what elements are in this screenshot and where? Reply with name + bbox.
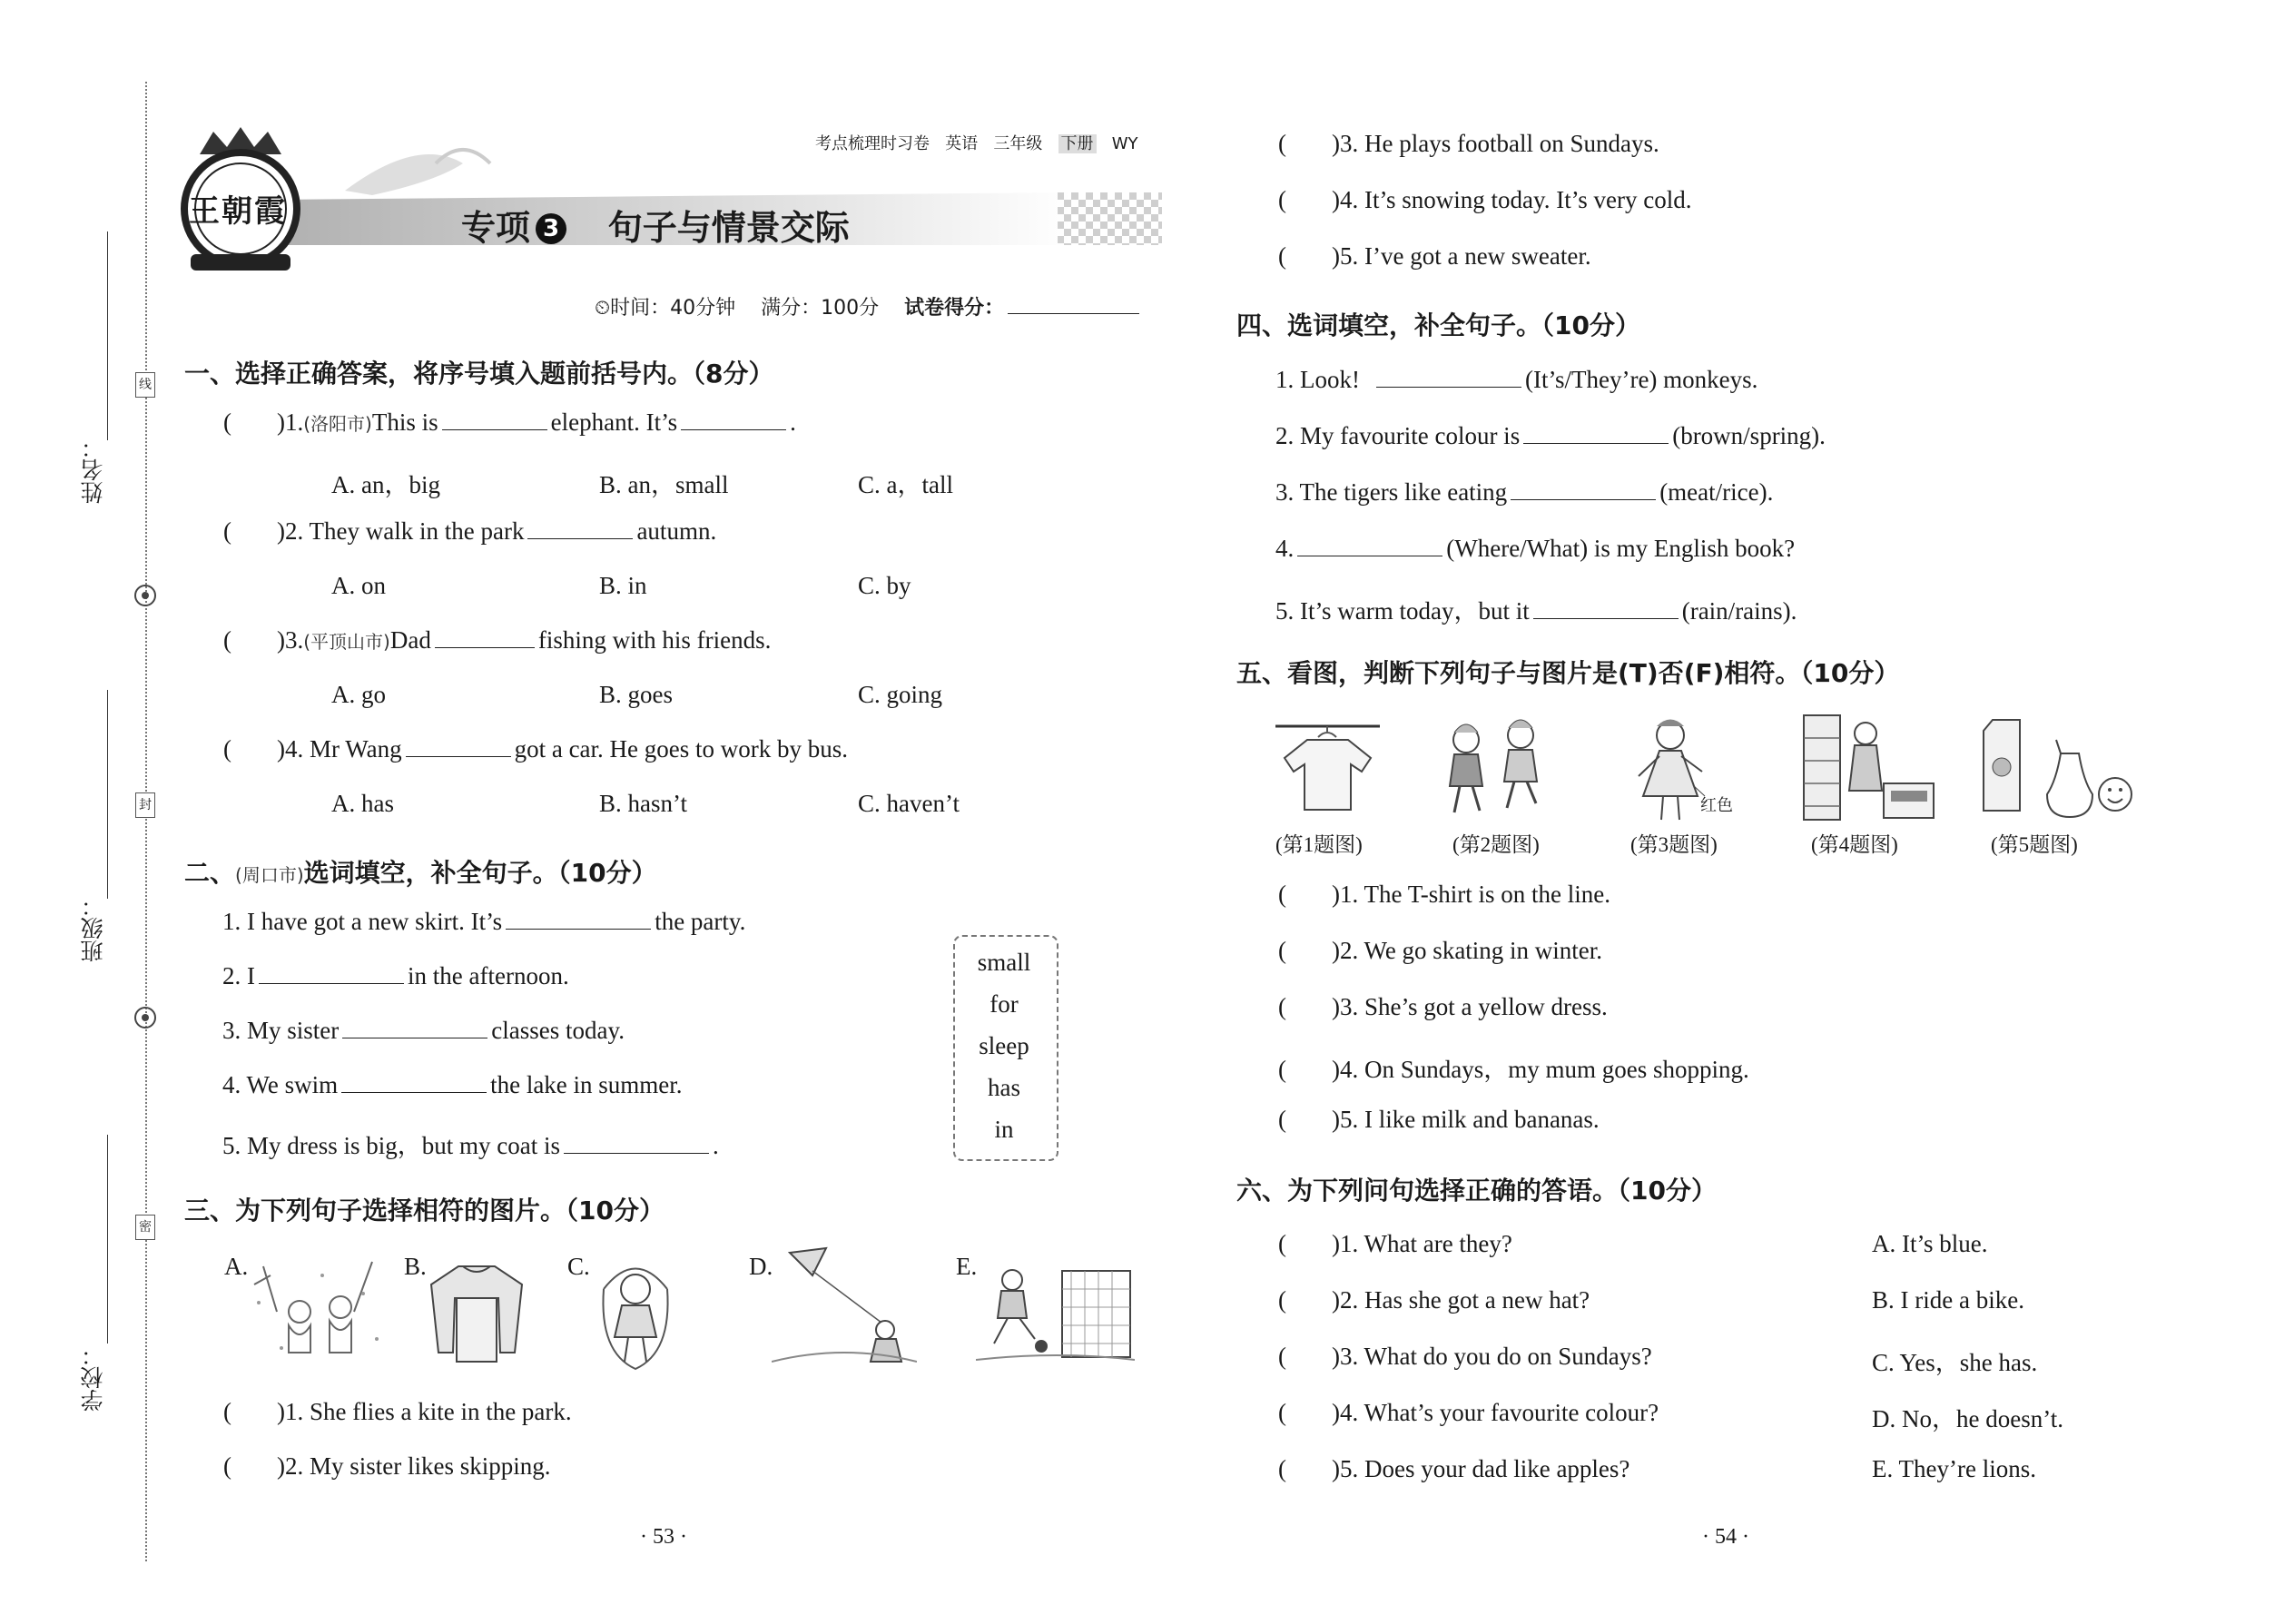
title-prefix: 专项 <box>461 208 531 248</box>
picture-c-skipping-girl <box>590 1253 681 1375</box>
answer-paren[interactable]: ( <box>1278 1056 1286 1083</box>
city-tag: (周口市) <box>235 864 304 886</box>
part5-heading: 五、看图，判断下列句子与图片是(T)否(F)相符。（10分） <box>1236 658 1900 688</box>
word-box-item: sleep <box>979 1032 1029 1059</box>
full-score: 满分：100分 <box>761 297 880 320</box>
answer-paren[interactable]: ( <box>1278 242 1286 270</box>
answer-paren[interactable]: ( <box>1278 1343 1286 1370</box>
p5-q4: ( )4. On Sundays，my mum goes shopping. <box>1278 1056 1749 1083</box>
score-label: 试卷得分： <box>904 297 1005 320</box>
header-info <box>815 131 1137 154</box>
p3-q5: ( )5. I’ve got a new sweater. <box>1278 242 1591 270</box>
city-tag: (洛阳市) <box>303 413 372 435</box>
p2-q1: 1. I have got a new skirt. It’s the party. <box>222 908 746 935</box>
p4-q4: 4. (Where/What) is my English book? <box>1275 535 1796 562</box>
p2-q5: 5. My dress is big，but my coat is . <box>222 1132 719 1159</box>
exam-time: 时间：40分钟 <box>610 297 736 320</box>
p4-q5: 5. It’s warm today，but it (rain/rains). <box>1275 597 1797 625</box>
blank[interactable] <box>1523 425 1669 444</box>
p1-q1-option-a: A. an，big <box>331 471 440 498</box>
p1-q2-option-a: A. on <box>331 572 386 599</box>
pic-label-b: B. <box>404 1253 427 1280</box>
p2-q4: 4. We swim the lake in summer. <box>222 1071 683 1098</box>
binding-solid-line-1 <box>107 231 108 440</box>
p6-question: ( )2. Has she got a new hat? <box>1278 1286 1590 1314</box>
part5-pic2-skating <box>1434 713 1552 826</box>
answer-paren[interactable]: ( <box>1278 1399 1286 1426</box>
pic-label-c: C. <box>567 1253 590 1280</box>
answer-paren[interactable]: ( <box>223 517 231 545</box>
p3-q3: ( )3. He plays football on Sundays. <box>1278 130 1659 157</box>
pic3-caption: (第3题图) <box>1630 833 1718 856</box>
p1-q1: ( )1.(洛阳市)This is elephant. It’s . <box>223 408 796 436</box>
answer-paren[interactable]: ( <box>1278 993 1286 1020</box>
binding-solid-line-3 <box>107 1135 108 1343</box>
subject: 英语 <box>945 134 979 153</box>
p1-q3-option-c: C. going <box>858 681 943 708</box>
blank[interactable] <box>259 965 404 984</box>
word-box-item: for <box>989 990 1019 1018</box>
p1-q2-option-c: C. by <box>858 572 911 599</box>
p6-question: ( )1. What are they? <box>1278 1230 1512 1257</box>
class-label: 班级： <box>80 894 106 962</box>
p6-answer-e: E. They’re lions. <box>1872 1455 2036 1482</box>
binding-ornament-2 <box>131 1003 160 1032</box>
page-number-left: · 53 · <box>640 1525 687 1549</box>
p6-question: ( )3. What do you do on Sundays? <box>1278 1343 1652 1370</box>
part1-heading: 一、选择正确答案，将序号填入题前括号内。（8分） <box>184 359 774 389</box>
blank[interactable] <box>564 1135 709 1154</box>
word-box-item: has <box>988 1074 1020 1101</box>
blank[interactable] <box>1533 600 1679 619</box>
p5-q3: ( )3. She’s got a yellow dress. <box>1278 993 1608 1020</box>
answer-paren[interactable]: ( <box>223 626 231 654</box>
part5-pic5-milk-pear <box>1979 717 2142 826</box>
picture-d-kite <box>772 1244 917 1371</box>
p6-answer-c: C. Yes，she has. <box>1872 1349 2038 1376</box>
blank[interactable] <box>1297 537 1442 556</box>
answer-paren[interactable]: ( <box>223 1398 231 1425</box>
binding-mark-mi: 密 <box>135 1215 155 1240</box>
exam-meta <box>595 292 1143 320</box>
p4-q3: 3. The tigers like eating (meat/rice). <box>1275 478 1774 506</box>
edition: WY <box>1111 134 1138 153</box>
city-tag: (平顶山市) <box>303 631 390 653</box>
name-label: 姓名： <box>80 436 106 504</box>
page-title <box>461 200 850 250</box>
blank[interactable] <box>506 910 651 930</box>
p6-answer-b: B. I ride a bike. <box>1872 1286 2024 1314</box>
p1-q4-option-a: A. has <box>331 790 394 817</box>
answer-paren[interactable]: ( <box>1278 1106 1286 1133</box>
part5-pic1-tshirt <box>1275 717 1380 822</box>
part3-heading: 三、为下列句子选择相符的图片。（10分） <box>184 1196 665 1225</box>
answer-paren[interactable]: ( <box>1278 1230 1286 1257</box>
blank[interactable] <box>406 738 511 757</box>
picture-e-football <box>976 1253 1135 1371</box>
p4-q1: 1. Look! (It’s/They’re) monkeys. <box>1275 366 1758 393</box>
blank[interactable] <box>527 520 633 539</box>
binding-dotted-line <box>145 82 147 1561</box>
pic3-color-word: 红色 <box>1700 796 1733 815</box>
p1-q3-option-a: A. go <box>331 681 386 708</box>
p6-answer-d: D. No，he doesn’t. <box>1872 1405 2063 1432</box>
grade: 三年级 <box>993 134 1043 153</box>
pic-label-a: A. <box>224 1253 249 1280</box>
answer-paren[interactable]: ( <box>1278 130 1286 157</box>
title-text: 句子与情景交际 <box>607 208 850 248</box>
blank[interactable] <box>1511 481 1656 500</box>
part5-pic4-shopping <box>1802 711 1938 826</box>
pic-label-d: D. <box>749 1253 773 1280</box>
p3-q2: ( )2. My sister likes skipping. <box>223 1452 551 1480</box>
p2-q2: 2. I in the afternoon. <box>222 962 569 989</box>
blank[interactable] <box>341 1074 487 1093</box>
school-label: 学校： <box>80 1343 106 1412</box>
p3-q4: ( )4. It’s snowing today. It’s very cold. <box>1278 186 1692 213</box>
volume: 下册 <box>1058 134 1097 153</box>
p1-q4-option-c: C. haven’t <box>858 790 960 817</box>
blank[interactable] <box>681 411 786 430</box>
p1-q1-option-c: C. a，tall <box>858 471 953 498</box>
title-number-badge: 3 <box>536 213 566 244</box>
p5-q5: ( )5. I like milk and bananas. <box>1278 1106 1600 1133</box>
blank[interactable] <box>442 411 547 430</box>
p1-q3-option-b: B. goes <box>599 681 673 708</box>
pic-label-e: E. <box>956 1253 978 1280</box>
answer-paren[interactable]: ( <box>1278 1286 1286 1314</box>
pic4-caption: (第4题图) <box>1811 833 1898 856</box>
picture-a-snow-scene <box>245 1257 390 1371</box>
series-name: 考点梳理时习卷 <box>815 134 930 153</box>
answer-paren[interactable]: ( <box>223 1452 231 1480</box>
p6-question: ( )4. What’s your favourite colour? <box>1278 1399 1659 1426</box>
part2-heading: 二、(周口市)选词填空，补全句子。（10分） <box>184 858 657 888</box>
p1-q3: ( )3.(平顶山市)Dad fishing with his friends. <box>223 626 772 654</box>
blank[interactable] <box>435 629 535 648</box>
clock-icon: ⏲ <box>595 297 611 320</box>
answer-paren[interactable]: ( <box>1278 881 1286 908</box>
binding-mark-xian: 线 <box>135 372 155 398</box>
p1-q4: ( )4. Mr Wang got a car. He goes to work by bus. <box>223 735 849 763</box>
answer-paren[interactable]: ( <box>223 408 231 436</box>
word-box-item: small <box>977 949 1031 976</box>
answer-paren[interactable]: ( <box>1278 186 1286 213</box>
answer-paren[interactable]: ( <box>1278 937 1286 964</box>
score-field[interactable] <box>1008 295 1139 314</box>
picture-b-sweater <box>422 1253 531 1371</box>
p5-q2: ( )2. We go skating in winter. <box>1278 937 1603 964</box>
blank[interactable] <box>342 1019 487 1038</box>
blank[interactable] <box>1376 369 1521 388</box>
answer-paren[interactable]: ( <box>1278 1455 1286 1482</box>
part6-heading: 六、为下列问句选择正确的答语。（10分） <box>1236 1176 1717 1206</box>
page-number-right: · 54 · <box>1702 1525 1749 1549</box>
p1-q2: ( )2. They walk in the park autumn. <box>223 517 717 545</box>
answer-paren[interactable]: ( <box>223 735 231 763</box>
p1-q2-option-b: B. in <box>599 572 647 599</box>
p2-q3: 3. My sister classes today. <box>222 1017 625 1044</box>
p6-question: ( )5. Does your dad like apples? <box>1278 1455 1630 1482</box>
p3-q1: ( )1. She flies a kite in the park. <box>223 1398 572 1425</box>
p4-q2: 2. My favourite colour is (brown/spring). <box>1275 422 1826 449</box>
pic5-caption: (第5题图) <box>1991 833 2078 856</box>
pic2-caption: (第2题图) <box>1452 833 1540 856</box>
brand-logo-text: 王朝霞 <box>189 193 287 230</box>
part4-heading: 四、选词填空，补全句子。（10分） <box>1236 310 1640 340</box>
word-box-item: in <box>994 1116 1014 1143</box>
p1-q4-option-b: B. hasn’t <box>599 790 688 817</box>
binding-ornament-1 <box>131 581 160 610</box>
p1-q1-option-b: B. an，small <box>599 471 729 498</box>
binding-mark-feng: 封 <box>135 792 155 818</box>
p5-q1: ( )1. The T-shirt is on the line. <box>1278 881 1610 908</box>
binding-solid-line-2 <box>107 690 108 899</box>
p6-answer-a: A. It’s blue. <box>1872 1230 1988 1257</box>
pic1-caption: (第1题图) <box>1275 833 1363 856</box>
